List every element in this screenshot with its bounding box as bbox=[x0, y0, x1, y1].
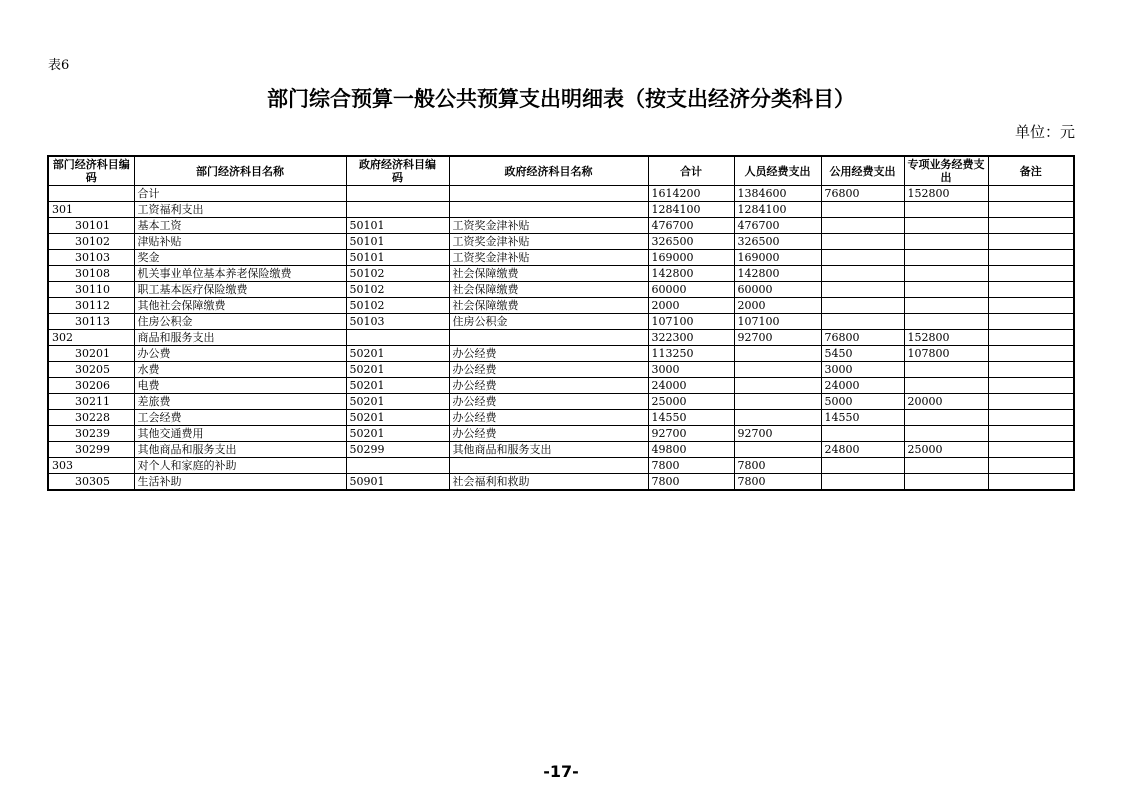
dept-name-cell: 生活补助 bbox=[134, 474, 346, 491]
public-cell bbox=[821, 218, 904, 234]
personnel-cell: 1284100 bbox=[734, 202, 821, 218]
table-row bbox=[48, 250, 1074, 266]
table-row bbox=[48, 282, 1074, 298]
total-cell: 326500 bbox=[648, 234, 734, 250]
gov-code-cell: 50201 bbox=[346, 378, 449, 394]
table-row bbox=[48, 266, 1074, 282]
personnel-cell bbox=[734, 346, 821, 362]
dept-name-cell: 差旅费 bbox=[134, 394, 346, 410]
personnel-cell: 142800 bbox=[734, 266, 821, 282]
column-header-personnel: 人员经费支出 bbox=[734, 156, 821, 186]
special-cell bbox=[904, 298, 988, 314]
public-cell: 24000 bbox=[821, 378, 904, 394]
column-header-special: 专项业务经费支出 bbox=[904, 156, 988, 186]
public-cell bbox=[821, 234, 904, 250]
total-cell: 1284100 bbox=[648, 202, 734, 218]
gov-code-cell: 50299 bbox=[346, 442, 449, 458]
dept-name-cell: 其他商品和服务支出 bbox=[134, 442, 346, 458]
gov-name-cell: 社会保障缴费 bbox=[449, 298, 648, 314]
total-cell: 14550 bbox=[648, 410, 734, 426]
dept-name-cell: 工资福利支出 bbox=[134, 202, 346, 218]
table-row bbox=[48, 346, 1074, 362]
special-cell bbox=[904, 202, 988, 218]
column-header-dept-code: 部门经济科目编码 bbox=[48, 156, 134, 186]
public-cell: 76800 bbox=[821, 186, 904, 202]
public-cell bbox=[821, 202, 904, 218]
gov-name-cell: 办公经费 bbox=[449, 410, 648, 426]
special-cell bbox=[904, 458, 988, 474]
personnel-cell: 7800 bbox=[734, 458, 821, 474]
dept-code-cell: 30205 bbox=[48, 362, 134, 378]
table-row bbox=[48, 186, 1074, 202]
table-row bbox=[48, 378, 1074, 394]
table-header bbox=[48, 156, 1074, 186]
table-row bbox=[48, 298, 1074, 314]
dept-name-cell: 工会经费 bbox=[134, 410, 346, 426]
public-cell bbox=[821, 282, 904, 298]
personnel-cell: 92700 bbox=[734, 330, 821, 346]
table-row bbox=[48, 362, 1074, 378]
remark-cell bbox=[988, 234, 1074, 250]
public-cell bbox=[821, 250, 904, 266]
public-cell bbox=[821, 458, 904, 474]
column-header-gov-code: 政府经济科目编码 bbox=[346, 156, 449, 186]
total-cell: 107100 bbox=[648, 314, 734, 330]
table-row bbox=[48, 394, 1074, 410]
dept-code-cell: 30103 bbox=[48, 250, 134, 266]
public-cell bbox=[821, 298, 904, 314]
total-cell: 142800 bbox=[648, 266, 734, 282]
unit-label: 单位：元 bbox=[1014, 123, 1075, 141]
gov-name-cell: 办公经费 bbox=[449, 378, 648, 394]
personnel-cell: 1384600 bbox=[734, 186, 821, 202]
dept-name-cell: 电费 bbox=[134, 378, 346, 394]
gov-code-cell: 50201 bbox=[346, 410, 449, 426]
special-cell: 20000 bbox=[904, 394, 988, 410]
gov-name-cell: 办公经费 bbox=[449, 362, 648, 378]
personnel-cell bbox=[734, 394, 821, 410]
remark-cell bbox=[988, 378, 1074, 394]
gov-code-cell: 50201 bbox=[346, 362, 449, 378]
dept-code-cell: 30211 bbox=[48, 394, 134, 410]
remark-cell bbox=[988, 266, 1074, 282]
dept-code-cell: 303 bbox=[48, 458, 134, 474]
remark-cell bbox=[988, 458, 1074, 474]
gov-code-cell: 50101 bbox=[346, 234, 449, 250]
public-cell bbox=[821, 474, 904, 491]
dept-name-cell: 商品和服务支出 bbox=[134, 330, 346, 346]
dept-code-cell bbox=[48, 186, 134, 202]
special-cell bbox=[904, 378, 988, 394]
header-row bbox=[48, 156, 1074, 186]
dept-code-cell: 30206 bbox=[48, 378, 134, 394]
dept-code-cell: 30101 bbox=[48, 218, 134, 234]
dept-code-cell: 30108 bbox=[48, 266, 134, 282]
total-cell: 113250 bbox=[648, 346, 734, 362]
gov-name-cell: 其他商品和服务支出 bbox=[449, 442, 648, 458]
column-header-dept-name: 部门经济科目名称 bbox=[134, 156, 346, 186]
gov-name-cell bbox=[449, 330, 648, 346]
remark-cell bbox=[988, 426, 1074, 442]
column-header-gov-name: 政府经济科目名称 bbox=[449, 156, 648, 186]
remark-cell bbox=[988, 442, 1074, 458]
table-row bbox=[48, 314, 1074, 330]
gov-name-cell: 办公经费 bbox=[449, 426, 648, 442]
remark-cell bbox=[988, 202, 1074, 218]
dept-code-cell: 30305 bbox=[48, 474, 134, 491]
total-cell: 476700 bbox=[648, 218, 734, 234]
public-cell: 5000 bbox=[821, 394, 904, 410]
dept-name-cell: 水费 bbox=[134, 362, 346, 378]
dept-name-cell: 津贴补贴 bbox=[134, 234, 346, 250]
gov-code-cell: 50901 bbox=[346, 474, 449, 491]
dept-code-cell: 302 bbox=[48, 330, 134, 346]
special-cell bbox=[904, 474, 988, 491]
special-cell bbox=[904, 218, 988, 234]
total-cell: 60000 bbox=[648, 282, 734, 298]
public-cell: 24800 bbox=[821, 442, 904, 458]
remark-cell bbox=[988, 330, 1074, 346]
page-title: 部门综合预算一般公共预算支出明细表（按支出经济分类科目） bbox=[267, 86, 855, 111]
dept-code-cell: 30299 bbox=[48, 442, 134, 458]
special-cell: 152800 bbox=[904, 186, 988, 202]
public-cell bbox=[821, 426, 904, 442]
gov-name-cell: 工资奖金津补贴 bbox=[449, 250, 648, 266]
dept-name-cell: 其他交通费用 bbox=[134, 426, 346, 442]
special-cell bbox=[904, 282, 988, 298]
remark-cell bbox=[988, 346, 1074, 362]
gov-code-cell bbox=[346, 202, 449, 218]
table-row bbox=[48, 202, 1074, 218]
personnel-cell: 92700 bbox=[734, 426, 821, 442]
gov-code-cell: 50102 bbox=[346, 266, 449, 282]
gov-name-cell: 社会保障缴费 bbox=[449, 266, 648, 282]
special-cell bbox=[904, 234, 988, 250]
gov-name-cell: 社会福利和救助 bbox=[449, 474, 648, 491]
table-row bbox=[48, 234, 1074, 250]
dept-name-cell: 职工基本医疗保险缴费 bbox=[134, 282, 346, 298]
budget-expenditure-table bbox=[47, 155, 1075, 491]
total-cell: 169000 bbox=[648, 250, 734, 266]
gov-code-cell: 50102 bbox=[346, 298, 449, 314]
table-row bbox=[48, 442, 1074, 458]
gov-name-cell: 办公经费 bbox=[449, 394, 648, 410]
gov-code-cell: 50103 bbox=[346, 314, 449, 330]
column-header-public: 公用经费支出 bbox=[821, 156, 904, 186]
table-row bbox=[48, 330, 1074, 346]
public-cell: 14550 bbox=[821, 410, 904, 426]
gov-code-cell: 50101 bbox=[346, 250, 449, 266]
dept-name-cell: 对个人和家庭的补助 bbox=[134, 458, 346, 474]
total-cell: 322300 bbox=[648, 330, 734, 346]
dept-name-cell: 机关事业单位基本养老保险缴费 bbox=[134, 266, 346, 282]
table-row bbox=[48, 410, 1074, 426]
gov-name-cell bbox=[449, 202, 648, 218]
remark-cell bbox=[988, 250, 1074, 266]
dept-code-cell: 30113 bbox=[48, 314, 134, 330]
gov-name-cell: 住房公积金 bbox=[449, 314, 648, 330]
table-body bbox=[48, 186, 1074, 491]
special-cell bbox=[904, 362, 988, 378]
gov-code-cell bbox=[346, 186, 449, 202]
dept-name-cell: 基本工资 bbox=[134, 218, 346, 234]
sheet-label: 表6 bbox=[48, 58, 70, 73]
special-cell: 25000 bbox=[904, 442, 988, 458]
special-cell bbox=[904, 250, 988, 266]
gov-code-cell: 50201 bbox=[346, 346, 449, 362]
gov-name-cell: 工资奖金津补贴 bbox=[449, 234, 648, 250]
gov-code-cell: 50102 bbox=[346, 282, 449, 298]
gov-name-cell bbox=[449, 458, 648, 474]
public-cell bbox=[821, 314, 904, 330]
personnel-cell: 326500 bbox=[734, 234, 821, 250]
total-cell: 3000 bbox=[648, 362, 734, 378]
personnel-cell: 476700 bbox=[734, 218, 821, 234]
special-cell bbox=[904, 410, 988, 426]
total-cell: 1614200 bbox=[648, 186, 734, 202]
total-cell: 49800 bbox=[648, 442, 734, 458]
personnel-cell bbox=[734, 442, 821, 458]
special-cell: 152800 bbox=[904, 330, 988, 346]
dept-code-cell: 30228 bbox=[48, 410, 134, 426]
public-cell: 76800 bbox=[821, 330, 904, 346]
table-row bbox=[48, 218, 1074, 234]
column-header-remark: 备注 bbox=[988, 156, 1074, 186]
gov-name-cell: 办公经费 bbox=[449, 346, 648, 362]
total-cell: 7800 bbox=[648, 474, 734, 491]
table-row bbox=[48, 426, 1074, 442]
personnel-cell: 60000 bbox=[734, 282, 821, 298]
special-cell bbox=[904, 314, 988, 330]
total-cell: 2000 bbox=[648, 298, 734, 314]
gov-code-cell: 50201 bbox=[346, 426, 449, 442]
gov-code-cell: 50201 bbox=[346, 394, 449, 410]
column-header-total: 合计 bbox=[648, 156, 734, 186]
dept-code-cell: 30102 bbox=[48, 234, 134, 250]
public-cell: 3000 bbox=[821, 362, 904, 378]
dept-code-cell: 301 bbox=[48, 202, 134, 218]
table-row bbox=[48, 474, 1074, 491]
dept-name-cell: 住房公积金 bbox=[134, 314, 346, 330]
remark-cell bbox=[988, 410, 1074, 426]
gov-code-cell: 50101 bbox=[346, 218, 449, 234]
total-cell: 7800 bbox=[648, 458, 734, 474]
table-row bbox=[48, 458, 1074, 474]
personnel-cell bbox=[734, 378, 821, 394]
personnel-cell: 169000 bbox=[734, 250, 821, 266]
dept-name-cell: 奖金 bbox=[134, 250, 346, 266]
gov-code-cell bbox=[346, 330, 449, 346]
dept-code-cell: 30110 bbox=[48, 282, 134, 298]
personnel-cell bbox=[734, 410, 821, 426]
remark-cell bbox=[988, 282, 1074, 298]
page-number: -17- bbox=[543, 762, 579, 781]
personnel-cell: 2000 bbox=[734, 298, 821, 314]
dept-name-cell: 其他社会保障缴费 bbox=[134, 298, 346, 314]
special-cell: 107800 bbox=[904, 346, 988, 362]
remark-cell bbox=[988, 394, 1074, 410]
gov-name-cell: 社会保障缴费 bbox=[449, 282, 648, 298]
dept-code-cell: 30201 bbox=[48, 346, 134, 362]
public-cell: 5450 bbox=[821, 346, 904, 362]
remark-cell bbox=[988, 186, 1074, 202]
gov-code-cell bbox=[346, 458, 449, 474]
special-cell bbox=[904, 266, 988, 282]
total-cell: 24000 bbox=[648, 378, 734, 394]
gov-name-cell bbox=[449, 186, 648, 202]
remark-cell bbox=[988, 362, 1074, 378]
personnel-cell: 7800 bbox=[734, 474, 821, 491]
dept-code-cell: 30239 bbox=[48, 426, 134, 442]
total-cell: 92700 bbox=[648, 426, 734, 442]
dept-code-cell: 30112 bbox=[48, 298, 134, 314]
remark-cell bbox=[988, 314, 1074, 330]
personnel-cell: 107100 bbox=[734, 314, 821, 330]
total-cell: 25000 bbox=[648, 394, 734, 410]
personnel-cell bbox=[734, 362, 821, 378]
public-cell bbox=[821, 266, 904, 282]
gov-name-cell: 工资奖金津补贴 bbox=[449, 218, 648, 234]
remark-cell bbox=[988, 474, 1074, 491]
dept-name-cell: 合计 bbox=[134, 186, 346, 202]
special-cell bbox=[904, 426, 988, 442]
remark-cell bbox=[988, 218, 1074, 234]
dept-name-cell: 办公费 bbox=[134, 346, 346, 362]
remark-cell bbox=[988, 298, 1074, 314]
